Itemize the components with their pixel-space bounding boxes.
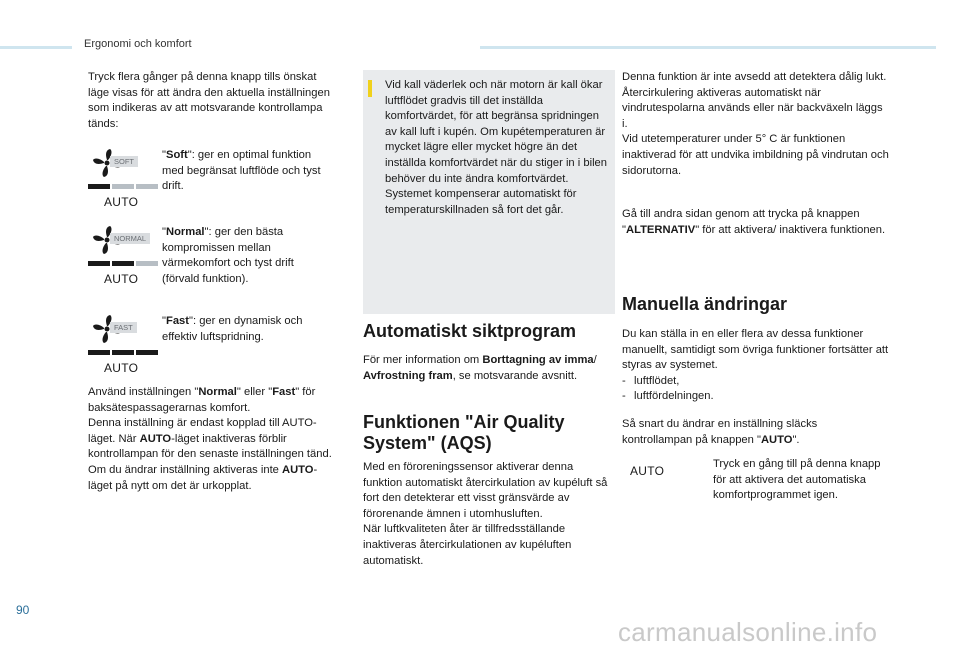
page-number: 90 xyxy=(16,603,30,617)
level-bars xyxy=(88,350,158,355)
level-bar xyxy=(88,184,110,189)
mode-tag: FAST xyxy=(110,322,137,333)
mode-name: Fast xyxy=(165,315,189,327)
mode-tag: SOFT xyxy=(110,156,138,167)
level-bar xyxy=(136,184,158,189)
watermark: carmanualsonline.info xyxy=(618,617,878,647)
manual-paragraph: Du kan ställa in en eller flera av dessa funktioner manuellt, samtidigt som övriga funktioner fortsätter att styras av systemet. - luftflödet, - luftfördelningen. xyxy=(622,327,890,405)
normal-mode-indicator xyxy=(88,225,160,287)
level-bars xyxy=(88,261,158,266)
aqs-info-paragraph: Denna funktion är inte avsedd att detektera dålig lukt. Återcirkulering aktiveras automatiskt när vindrutespolarna används eller när backväxeln läggs i. Vid utetemperaturer under 5° C är funktionen inaktiverad för att undvika imbildning på vindrutan och sidorutorna. xyxy=(622,71,889,177)
aqs-paragraph: Med en föroreningssensor aktiverar denna funktion automatiskt återcirkulation av kupéluft så fort den detekterar ett visst gränsvärde av förorenande ämnen i utomhusluften. När luftkvaliteten åter är tillfredsställande inaktiveras återcirkulationen av kupéluften automatiskt. xyxy=(363,461,608,567)
header-line-right xyxy=(480,46,936,49)
auto-label: AUTO xyxy=(104,361,139,375)
header-line-left xyxy=(0,46,72,49)
intro-paragraph: Tryck flera gånger på denna knapp tills önskat läge visas för att ändra den aktuella inställningen som indikeras av att motsvarande kontrollampa tänds: xyxy=(88,71,330,130)
mode-description: "Soft": ger en optimal funktion med begränsat luftflöde och tyst drift. xyxy=(162,149,321,193)
mode-tag: NORMAL xyxy=(110,233,150,244)
list-item: - luftfördelningen. xyxy=(622,390,714,403)
mode-name: Normal xyxy=(165,226,205,238)
auto-label: AUTO xyxy=(104,272,139,286)
auto-label: AUTO xyxy=(104,195,139,209)
alternativ-paragraph: Gå till andra sidan genom att trycka på knappen "ALTERNATIV" för att aktivera/ inaktivera funktionen. xyxy=(622,208,886,236)
section-title: Ergonomi och komfort xyxy=(84,38,192,50)
level-bar xyxy=(136,350,158,355)
level-bar xyxy=(112,261,134,266)
outro-paragraph: Använd inställningen "Normal" eller "Fast" för baksätespassagerarnas komfort. Denna inställning är endast kopplad till AUTO-läget. När AUTO-läget inaktiveras förblir kontrollampan för den senaste inställningen tänd. Om du ändrar inställning aktiveras inte AUTO-läget på nytt om det är urkopplat. xyxy=(88,386,332,492)
note-text: Vid kall väderlek och när motorn är kall ökar luftflödet gradvis till det inställda komfortvärdet, för att begränsa spridningen av kall luft i kupén. Om kupétemperaturen är mycket lägre eller mycket högre än det inställda komfortvärdet när du stiger in i bilen behöver du inte ändra komfortvärdet. Systemet kompenserar automatiskt för temperaturskillnaden så fort det går. xyxy=(385,79,607,216)
level-bars xyxy=(88,184,158,189)
mode-description: "Normal": ger den bästa kompromissen mellan värmekomfort och tyst drift (förvald funktion). xyxy=(162,226,294,285)
auto-off-paragraph: Så snart du ändrar en inställning släcks kontrollampan på knappen "AUTO". xyxy=(622,418,818,446)
heading-automatic-visibility: Automatiskt siktprogram xyxy=(363,321,577,341)
level-bar xyxy=(136,261,158,266)
level-bar xyxy=(88,261,110,266)
level-bar xyxy=(88,350,110,355)
mode-description: "Fast": ger en dynamisk och effektiv luftspridning. xyxy=(162,315,303,343)
auto-button-label: AUTO xyxy=(630,464,665,478)
note-marker xyxy=(368,80,372,97)
heading-aqs: Funktionen "Air Quality System" (AQS) xyxy=(363,412,565,453)
mode-name: Soft xyxy=(165,149,188,161)
level-bar xyxy=(112,350,134,355)
heading-manual-changes: Manuella ändringar xyxy=(622,294,788,314)
visibility-paragraph: För mer information om Borttagning av imma/ Avfrostning fram, se motsvarande avsnitt. xyxy=(363,354,597,382)
fast-mode-indicator xyxy=(88,314,160,376)
list-item: - luftflödet, xyxy=(622,374,680,387)
info-note xyxy=(363,70,615,314)
soft-mode-indicator xyxy=(88,148,160,210)
level-bar xyxy=(112,184,134,189)
action-instruction: Tryck en gång till på denna knapp för att aktivera det automatiska komfortprogrammet igen. xyxy=(713,458,881,502)
